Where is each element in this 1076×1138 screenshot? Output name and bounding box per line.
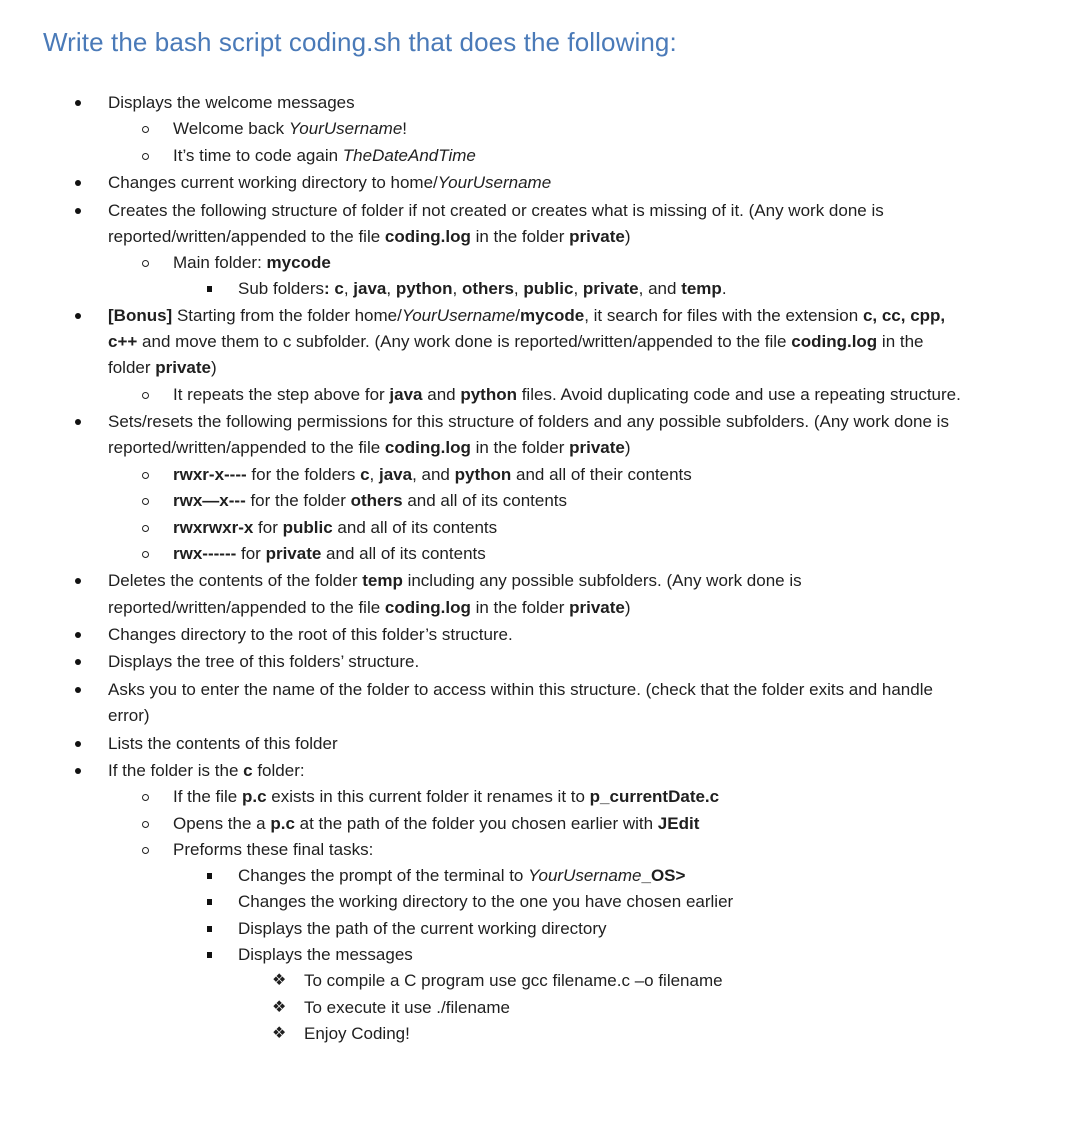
text-run: public xyxy=(523,279,574,298)
text-run: _OS> xyxy=(641,866,686,885)
list-item-line xyxy=(108,305,945,327)
text-run: , xyxy=(369,465,379,484)
text-run: and all of its contents xyxy=(321,544,486,563)
text-run: ) xyxy=(624,438,631,457)
list-item-line xyxy=(108,624,513,646)
text-run: java xyxy=(353,279,387,298)
text-run: ! xyxy=(402,119,408,138)
text-run: rwx------ xyxy=(173,544,237,563)
list-item-line xyxy=(173,786,719,808)
list-item-line xyxy=(173,145,476,167)
text-run: YourUsername xyxy=(437,173,552,192)
list-item-line xyxy=(108,331,924,353)
list-item-line xyxy=(173,464,692,486)
list-item-line xyxy=(108,200,884,222)
list-item-line xyxy=(108,679,933,701)
text-run: exists in this current folder it renames it to xyxy=(266,787,590,806)
list-item-line xyxy=(108,92,355,114)
text-run: Displays the messages xyxy=(238,945,413,964)
text-run: java xyxy=(389,385,423,404)
text-run: Displays the welcome messages xyxy=(108,93,355,112)
text-run: java xyxy=(378,465,413,484)
text-run: python xyxy=(454,465,512,484)
diamond-bullet-icon: ❖ xyxy=(272,999,287,1016)
list-item-line xyxy=(108,705,150,727)
list-item-line xyxy=(108,226,631,248)
list-item-line xyxy=(238,278,727,300)
text-run: It repeats the step above for xyxy=(173,385,390,404)
list-item-line xyxy=(173,543,486,565)
text-run: coding.log xyxy=(384,598,471,617)
text-run: coding.log xyxy=(384,227,471,246)
text-run: reported/written/appended to the file xyxy=(108,438,385,457)
text-run: Lists the contents of this folder xyxy=(108,734,338,753)
text-run: Changes the working directory to the one you have chosen earlier xyxy=(238,892,734,911)
list-item-line xyxy=(108,172,551,194)
text-run: ) xyxy=(624,598,631,617)
text-run: and all of their contents xyxy=(511,465,692,484)
text-run: , xyxy=(573,279,583,298)
list-item-line xyxy=(108,437,631,459)
text-run: ) xyxy=(211,358,217,377)
list-item-line xyxy=(173,384,961,406)
text-run: folder xyxy=(108,358,156,377)
text-run: files. Avoid duplicating code and use a repeating structure. xyxy=(516,385,961,404)
text-run: rwx—x--- xyxy=(173,491,246,510)
text-run: c xyxy=(360,465,370,484)
text-run: Welcome back xyxy=(173,119,289,138)
text-run: private xyxy=(582,279,639,298)
text-run: reported/written/appended to the file xyxy=(108,227,385,246)
text-run: , xyxy=(343,279,354,298)
text-run: p_currentDate.c xyxy=(589,787,720,806)
text-run: temp xyxy=(362,571,403,590)
text-run: Changes directory to the root of this folder’s structure. xyxy=(108,625,513,644)
text-run: Displays the tree of this folders’ structure. xyxy=(108,652,420,671)
diamond-bullet-icon: ❖ xyxy=(272,972,287,989)
list-item-line xyxy=(238,891,733,913)
text-run: for the folder xyxy=(245,491,351,510)
list-item-line xyxy=(108,597,631,619)
text-run: , and xyxy=(412,465,455,484)
text-run: others xyxy=(461,279,514,298)
text-run: JEdit xyxy=(657,814,700,833)
text-run: YourUsername xyxy=(528,866,642,885)
list-item-line xyxy=(304,970,723,992)
text-run: Preforms these final tasks: xyxy=(173,840,374,859)
text-run: folder: xyxy=(252,761,305,780)
list-item-line xyxy=(173,252,331,274)
text-run: . xyxy=(721,279,727,298)
text-run: YourUsername xyxy=(288,119,403,138)
text-run: for xyxy=(236,544,266,563)
text-run: mycode xyxy=(519,306,585,325)
text-run: rwxrwxr-x xyxy=(173,518,254,537)
text-run: and move them to c subfolder. (Any work done is reported/written/appended to the file xyxy=(137,332,792,351)
text-run: for xyxy=(253,518,283,537)
text-run: in the xyxy=(877,332,924,351)
text-run: Changes the prompt of the terminal to xyxy=(238,866,529,885)
text-run: Changes current working directory to home/ xyxy=(108,173,438,192)
text-run: and all of its contents xyxy=(332,518,498,537)
text-run: Creates the following structure of folder if not created or creates what is missing of it. (Any work done is xyxy=(108,201,884,220)
text-run: c++ xyxy=(108,332,138,351)
text-run: coding.log xyxy=(791,332,878,351)
text-run: private xyxy=(569,438,625,457)
list-item-line xyxy=(108,760,305,782)
text-run: c, cc, cpp, xyxy=(862,306,946,325)
text-run: private xyxy=(569,598,625,617)
text-run: Opens the a xyxy=(173,814,271,833)
text-run: in the folder xyxy=(470,227,570,246)
list-item-line xyxy=(304,997,510,1019)
diamond-bullet-icon: ❖ xyxy=(272,1025,287,1042)
text-run: error) xyxy=(108,706,150,725)
text-run: , xyxy=(452,279,462,298)
text-run: p.c xyxy=(241,787,267,806)
list-item-line xyxy=(108,651,419,673)
list-item-line xyxy=(173,118,407,140)
text-run: To execute it use ./filename xyxy=(304,998,511,1017)
text-run: python xyxy=(395,279,453,298)
text-run: To compile a C program use gcc filename.c –o filename xyxy=(304,971,723,990)
text-run: , and xyxy=(638,279,682,298)
text-run: If the folder is the xyxy=(108,761,244,780)
text-run: If the file xyxy=(173,787,242,806)
text-run: Main folder: xyxy=(173,253,267,272)
text-run: Starting from the folder home/ xyxy=(172,306,402,325)
text-run: TheDateAndTime xyxy=(342,146,476,165)
text-run: in the folder xyxy=(470,438,570,457)
text-run: and xyxy=(422,385,461,404)
text-run: and all of its contents xyxy=(402,491,568,510)
text-run: It’s time to code again xyxy=(173,146,343,165)
text-run: python xyxy=(460,385,517,404)
list-item-line xyxy=(173,839,373,861)
text-run: [Bonus] xyxy=(108,306,173,325)
list-item-line xyxy=(304,1023,410,1045)
list-item-line xyxy=(173,490,567,512)
list-item-line xyxy=(108,357,217,379)
text-run: including any possible subfolders. (Any work done is xyxy=(402,571,802,590)
text-run: Sets/resets the following permissions for this structure of folders and any possible subfolders. (Any work done is xyxy=(108,412,949,431)
text-run: private xyxy=(155,358,211,377)
text-run: mycode xyxy=(266,253,331,272)
list-item-line xyxy=(173,813,699,835)
text-run: private xyxy=(569,227,625,246)
text-run: temp xyxy=(681,279,722,298)
list-item-line xyxy=(238,865,685,887)
list-item-line xyxy=(108,570,802,592)
text-run: others xyxy=(350,491,403,510)
text-run: Displays the path of the current working directory xyxy=(238,919,607,938)
text-run: p.c xyxy=(270,814,295,833)
list-item-line xyxy=(108,411,949,433)
text-run: Sub folders xyxy=(238,279,324,298)
text-run: / xyxy=(515,306,520,325)
text-run: public xyxy=(282,518,333,537)
text-run: private xyxy=(265,544,322,563)
text-run: in the folder xyxy=(470,598,570,617)
text-run: rwxr-x---- xyxy=(173,465,247,484)
text-run: for the folders xyxy=(246,465,361,484)
text-run: Enjoy Coding! xyxy=(304,1024,410,1043)
text-run: : c xyxy=(324,279,344,298)
text-run: , xyxy=(386,279,396,298)
list-item-line xyxy=(238,944,413,966)
list-item-line xyxy=(173,517,497,539)
text-run: , xyxy=(513,279,524,298)
document-title: Write the bash script coding.sh that does the following: xyxy=(43,27,677,57)
text-run: Deletes the contents of the folder xyxy=(108,571,363,590)
text-run: at the path of the folder you chosen earlier with xyxy=(294,814,658,833)
text-run: ) xyxy=(624,227,631,246)
text-run: YourUsername xyxy=(401,306,516,325)
text-run: c xyxy=(243,761,253,780)
text-run: reported/written/appended to the file xyxy=(108,598,385,617)
text-run: , it search for files with the extension xyxy=(584,306,863,325)
list-item-line xyxy=(108,733,338,755)
text-run: Asks you to enter the name of the folder to access within this structure. (check that the folder exits and handle xyxy=(108,680,933,699)
list-item-line xyxy=(238,918,607,940)
text-run: coding.log xyxy=(384,438,471,457)
